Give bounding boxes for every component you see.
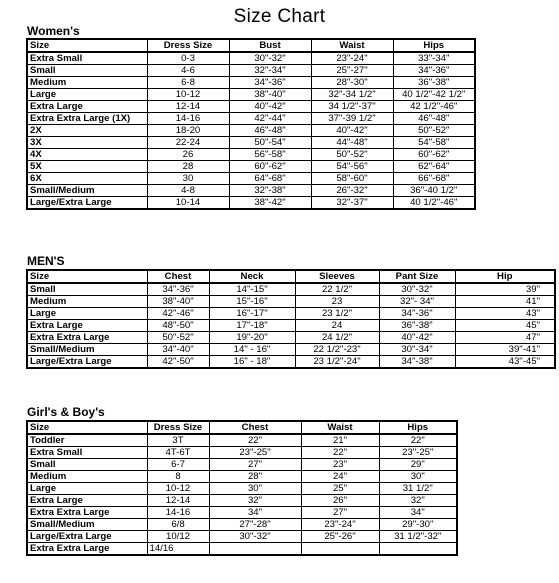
table-cell: 10-14 — [147, 197, 229, 210]
table-cell: 25" — [301, 483, 379, 495]
page-title: Size Chart — [233, 6, 326, 27]
table-cell: 32"-38" — [229, 185, 311, 197]
table-cell: 6-8 — [147, 77, 229, 89]
table-cell: 26" — [301, 495, 379, 507]
table-cell: 33"-34" — [393, 52, 475, 65]
table-cell: 34"-36" — [379, 308, 455, 320]
column-header: Hips — [379, 421, 457, 434]
table-cell: 6-7 — [147, 459, 209, 471]
table-cell: 8 — [147, 471, 209, 483]
size-label-cell: 6X — [27, 173, 147, 185]
table-cell: 30"-32" — [229, 52, 311, 65]
table-row — [27, 507, 457, 519]
table-cell: 40"-42" — [379, 332, 455, 344]
table-row — [27, 447, 457, 459]
column-header: Dress Size — [147, 39, 229, 52]
table-cell: 23"-24" — [311, 52, 393, 65]
column-header: Dress Size — [147, 421, 209, 434]
table-cell: 26 — [147, 149, 229, 161]
girls-boys-size-table — [26, 420, 458, 556]
table-row — [27, 471, 457, 483]
size-label-cell: Large — [27, 89, 147, 101]
table-cell: 29" — [379, 459, 457, 471]
table-cell: 38"-40" — [229, 89, 311, 101]
table-cell: 27" — [301, 507, 379, 519]
table-row — [27, 65, 475, 77]
table-cell: 25"-26" — [301, 531, 379, 543]
table-cell: 34"-38" — [379, 356, 455, 369]
column-header: Chest — [209, 421, 301, 434]
table-cell: 42"-46" — [147, 308, 209, 320]
table-cell: 24" — [301, 471, 379, 483]
table-cell: 23" — [301, 459, 379, 471]
table-cell: 34"-40" — [147, 344, 209, 356]
table-cell: 30 — [147, 173, 229, 185]
table-cell: 36"-38" — [393, 77, 475, 89]
table-row — [27, 149, 475, 161]
column-header: Hips — [393, 39, 475, 52]
table-cell: 22" — [209, 434, 301, 447]
table-row — [27, 296, 555, 308]
table-cell: 32"- 34" — [379, 296, 455, 308]
table-cell: 15"-16" — [209, 296, 295, 308]
table-cell: 45" — [455, 320, 555, 332]
table-cell: 32" — [209, 495, 301, 507]
table-cell: 30"-34" — [379, 344, 455, 356]
table-row — [27, 77, 475, 89]
table-cell — [209, 543, 301, 556]
table-cell: 37"-39 1/2" — [311, 113, 393, 125]
size-label-cell: Large/Extra Large — [27, 197, 147, 210]
women-section-title: Women's — [27, 24, 80, 38]
table-cell: 38"-42" — [229, 197, 311, 210]
table-cell: 60"-62" — [229, 161, 311, 173]
table-cell: 30"-32" — [209, 531, 301, 543]
column-header: Size — [27, 39, 147, 52]
table-row — [27, 89, 475, 101]
table-row — [27, 101, 475, 113]
table-cell: 62"-64" — [393, 161, 475, 173]
size-label-cell: 3X — [27, 137, 147, 149]
column-header: Size — [27, 421, 147, 434]
size-label-cell: Small — [27, 283, 147, 296]
table-cell: 23 1/2" — [295, 308, 379, 320]
table-cell: 26"-32" — [311, 185, 393, 197]
size-label-cell: Medium — [27, 296, 147, 308]
table-cell: 41" — [455, 296, 555, 308]
table-cell: 14-16 — [147, 113, 229, 125]
size-label-cell: Small — [27, 65, 147, 77]
size-label-cell: Extra Extra Large (1X) — [27, 113, 147, 125]
table-cell: 0-3 — [147, 52, 229, 65]
table-cell: 22 1/2" — [295, 283, 379, 296]
table-cell: 4-8 — [147, 185, 229, 197]
header-row — [27, 270, 555, 283]
size-label-cell: Extra Small — [27, 447, 147, 459]
table-row — [27, 543, 457, 556]
size-label-cell: Medium — [27, 77, 147, 89]
table-row — [27, 531, 457, 543]
table-cell: 34" — [379, 507, 457, 519]
girls-boys-section-title: Girl's & Boy's — [27, 405, 105, 419]
table-cell: 23"-24" — [301, 519, 379, 531]
size-label-cell: Large/Extra Large — [27, 531, 147, 543]
table-cell: 42"-44" — [229, 113, 311, 125]
table-cell: 30"-32" — [379, 283, 455, 296]
size-label-cell: Large — [27, 483, 147, 495]
table-row — [27, 344, 555, 356]
table-cell: 10/12 — [147, 531, 209, 543]
header-row — [27, 421, 457, 434]
size-label-cell: Small/Medium — [27, 519, 147, 531]
table-cell: 60"-62" — [393, 149, 475, 161]
table-cell: 66"-68" — [393, 173, 475, 185]
table-cell: 34"-36" — [147, 283, 209, 296]
table-cell: 6/8 — [147, 519, 209, 531]
size-label-cell: Extra Extra Large — [27, 332, 147, 344]
table-cell: 47" — [455, 332, 555, 344]
column-header: Bust — [229, 39, 311, 52]
column-header: Waist — [311, 39, 393, 52]
table-row — [27, 283, 555, 296]
table-cell: 56"-58" — [229, 149, 311, 161]
table-cell: 32"-34 1/2" — [311, 89, 393, 101]
size-label-cell: Extra Extra Large — [27, 543, 147, 556]
table-cell: 22 1/2"-23" — [295, 344, 379, 356]
table-cell: 10-12 — [147, 483, 209, 495]
table-cell: 14" - 16" — [209, 344, 295, 356]
table-cell: 58"-60" — [311, 173, 393, 185]
table-cell: 30" — [379, 471, 457, 483]
table-cell: 16" - 18" — [209, 356, 295, 369]
table-cell: 40 1/2"-46" — [393, 197, 475, 210]
table-row — [27, 161, 475, 173]
table-cell: 48"-50" — [147, 320, 209, 332]
table-cell: 64"-68" — [229, 173, 311, 185]
table-cell: 28"-30" — [311, 77, 393, 89]
women-size-table — [26, 38, 476, 210]
table-cell: 27"-28" — [209, 519, 301, 531]
table-cell: 31 1/2"-32" — [379, 531, 457, 543]
table-cell: 50"-52" — [393, 125, 475, 137]
table-row — [27, 125, 475, 137]
table-cell: 50"-52" — [147, 332, 209, 344]
table-cell: 28" — [209, 471, 301, 483]
table-row — [27, 185, 475, 197]
table-row — [27, 519, 457, 531]
table-cell: 54"-56" — [311, 161, 393, 173]
table-row — [27, 113, 475, 125]
men-section-title: MEN'S — [27, 254, 65, 268]
size-label-cell: Medium — [27, 471, 147, 483]
table-row — [27, 308, 555, 320]
size-label-cell: Small — [27, 459, 147, 471]
table-cell: 22" — [301, 447, 379, 459]
table-cell: 43"-45" — [455, 356, 555, 369]
column-header: Waist — [301, 421, 379, 434]
table-cell: 34" — [209, 507, 301, 519]
table-row — [27, 356, 555, 369]
table-cell: 43" — [455, 308, 555, 320]
table-row — [27, 137, 475, 149]
table-row — [27, 459, 457, 471]
table-cell: 17"-18" — [209, 320, 295, 332]
table-cell: 3T — [147, 434, 209, 447]
table-cell: 36"-38" — [379, 320, 455, 332]
table-cell: 40 1/2"-42 1/2" — [393, 89, 475, 101]
table-cell: 29"-30" — [379, 519, 457, 531]
table-cell: 38"-40" — [147, 296, 209, 308]
table-cell — [301, 543, 379, 556]
table-cell: 21" — [301, 434, 379, 447]
table-row — [27, 197, 475, 210]
table-cell: 12-14 — [147, 101, 229, 113]
size-label-cell: 4X — [27, 149, 147, 161]
column-header: Pant Size — [379, 270, 455, 283]
table-cell: 24 1/2" — [295, 332, 379, 344]
table-row — [27, 52, 475, 65]
table-cell — [379, 543, 457, 556]
table-row — [27, 173, 475, 185]
table-cell: 14-16 — [147, 507, 209, 519]
table-cell: 32"-34" — [229, 65, 311, 77]
table-cell: 36"-40 1/2" — [393, 185, 475, 197]
table-cell: 23 — [295, 296, 379, 308]
table-cell: 40"-42" — [311, 125, 393, 137]
table-cell: 14/16 — [147, 543, 209, 556]
size-label-cell: Extra Large — [27, 101, 147, 113]
table-cell: 16"-17" — [209, 308, 295, 320]
size-label-cell: Extra Large — [27, 495, 147, 507]
table-cell: 28 — [147, 161, 229, 173]
table-cell: 22-24 — [147, 137, 229, 149]
size-label-cell: Small/Medium — [27, 344, 147, 356]
table-cell: 19"-20" — [209, 332, 295, 344]
column-header: Sleeves — [295, 270, 379, 283]
size-label-cell: Toddler — [27, 434, 147, 447]
table-cell: 10-12 — [147, 89, 229, 101]
table-cell: 23 1/2"-24" — [295, 356, 379, 369]
size-label-cell: Extra Extra Large — [27, 507, 147, 519]
table-row — [27, 332, 555, 344]
table-cell: 31 1/2" — [379, 483, 457, 495]
table-cell: 50"-52" — [311, 149, 393, 161]
column-header: Size — [27, 270, 147, 283]
column-header: Hip — [455, 270, 555, 283]
header-row — [27, 39, 475, 52]
size-label-cell: 5X — [27, 161, 147, 173]
size-label-cell: Large — [27, 308, 147, 320]
table-cell: 32" — [379, 495, 457, 507]
table-cell: 40"-42" — [229, 101, 311, 113]
table-cell: 39"-41" — [455, 344, 555, 356]
column-header: Neck — [209, 270, 295, 283]
table-cell: 39" — [455, 283, 555, 296]
table-cell: 22" — [379, 434, 457, 447]
table-cell: 44"-48" — [311, 137, 393, 149]
table-cell: 42"-50" — [147, 356, 209, 369]
table-cell: 30" — [209, 483, 301, 495]
table-cell: 23"-25" — [379, 447, 457, 459]
size-label-cell: Extra Large — [27, 320, 147, 332]
table-cell: 54"-58" — [393, 137, 475, 149]
size-label-cell: Small/Medium — [27, 185, 147, 197]
table-cell: 46"-48" — [229, 125, 311, 137]
table-row — [27, 320, 555, 332]
table-cell: 27" — [209, 459, 301, 471]
table-cell: 46"-48" — [393, 113, 475, 125]
table-cell: 34 1/2"-37" — [311, 101, 393, 113]
size-label-cell: Extra Small — [27, 52, 147, 65]
size-label-cell: Large/Extra Large — [27, 356, 147, 369]
table-cell: 34"-36" — [393, 65, 475, 77]
table-cell: 24 — [295, 320, 379, 332]
table-cell: 25"-27" — [311, 65, 393, 77]
table-cell: 12-14 — [147, 495, 209, 507]
table-cell: 34"-36" — [229, 77, 311, 89]
column-header: Chest — [147, 270, 209, 283]
table-row — [27, 434, 457, 447]
table-cell: 4T-6T — [147, 447, 209, 459]
table-cell: 4-6 — [147, 65, 229, 77]
table-cell: 32"-37" — [311, 197, 393, 210]
table-row — [27, 483, 457, 495]
size-label-cell: 2X — [27, 125, 147, 137]
table-cell: 50"-54" — [229, 137, 311, 149]
table-cell: 42 1/2"-46" — [393, 101, 475, 113]
table-cell: 23"-25" — [209, 447, 301, 459]
table-cell: 14"-15" — [209, 283, 295, 296]
men-size-table — [26, 269, 556, 369]
table-row — [27, 495, 457, 507]
table-cell: 18-20 — [147, 125, 229, 137]
